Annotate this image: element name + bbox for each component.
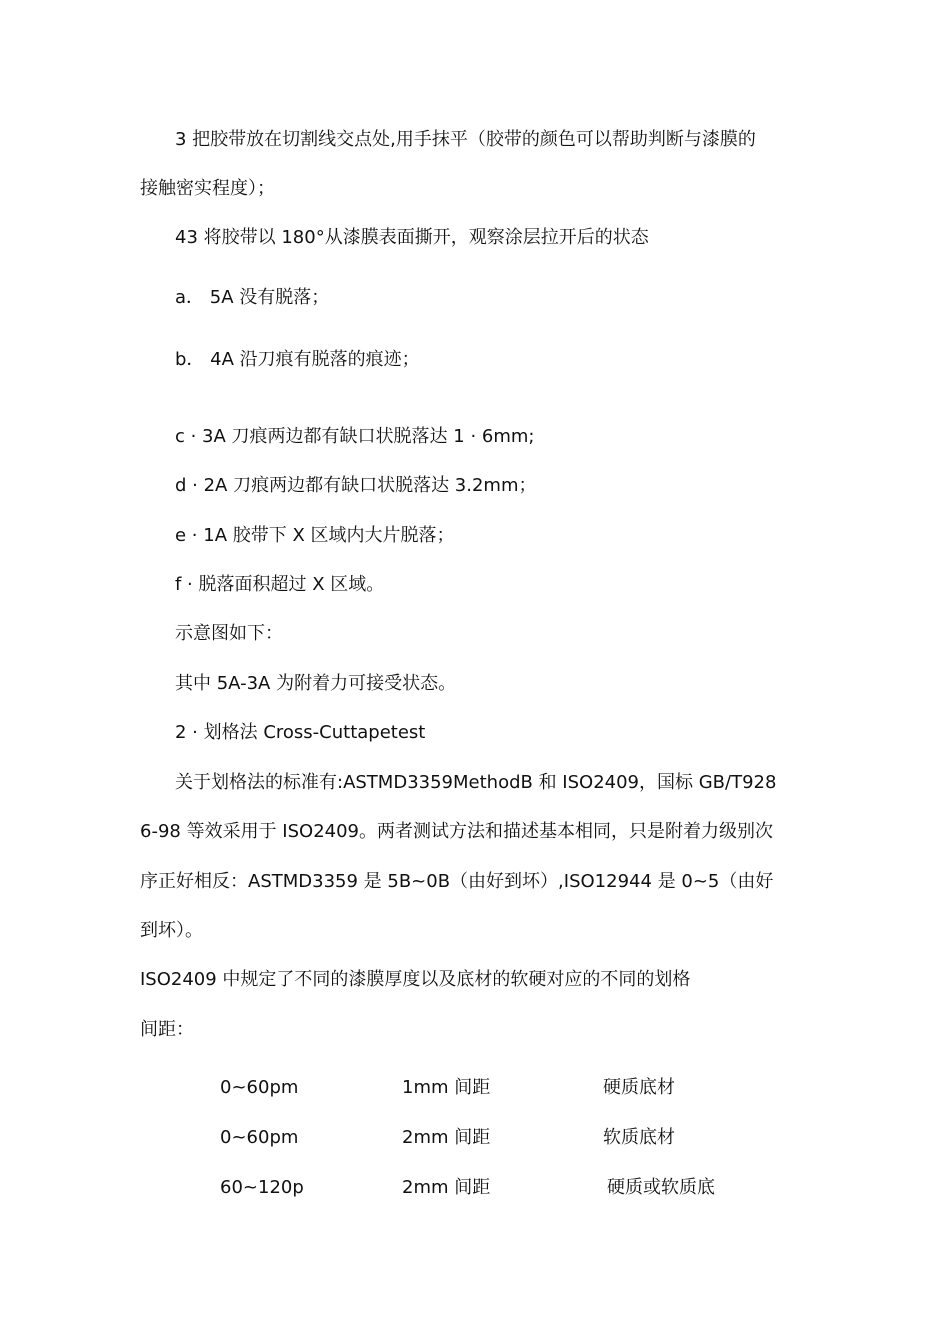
diagram-note: 示意图如下： xyxy=(175,623,283,644)
table-cell-thickness: 60~120p xyxy=(220,1177,304,1198)
table-cell-spacing: 1mm 间距 xyxy=(402,1077,491,1098)
paragraph-tape-placement-cont: 接触密实程度）； xyxy=(140,178,275,199)
paragraph-tape-removal: 43 将胶带以 180°从漆膜表面撕开，观察涂层拉开后的状态 xyxy=(175,227,649,248)
paragraph-iso2409-cont: 间距： xyxy=(140,1019,194,1040)
paragraph-tape-placement: 3 把胶带放在切割线交点处,用手抹平（胶带的颜色可以帮助判断与漆膜的 xyxy=(175,129,756,150)
paragraph-iso2409: ISO2409 中规定了不同的漆膜厚度以及底材的软硬对应的不同的划格 xyxy=(140,969,691,990)
paragraph-standards-cont-2: 序正好相反：ASTMD3359 是 5B~0B（由好到坏）,ISO12944 是 0~5（由好 xyxy=(140,871,774,892)
section-heading-cross-cut: 2 · 划格法 Cross-Cuttapetest xyxy=(175,722,426,743)
table-cell-thickness: 0~60pm xyxy=(220,1127,299,1148)
rating-3a: c · 3A 刀痕两边都有缺口状脱落达 1 · 6mm; xyxy=(175,426,535,447)
paragraph-standards-cont-1: 6-98 等效采用于 ISO2409。两者测试方法和描述基本相同，只是附着力级别次 xyxy=(140,821,774,842)
paragraph-standards-cont-3: 到坏）。 xyxy=(140,920,203,941)
acceptable-note: 其中 5A-3A 为附着力可接受状态。 xyxy=(175,673,457,694)
rating-4a: b． 4A 沿刀痕有脱落的痕迹； xyxy=(175,349,420,370)
rating-1a: e · 1A 胶带下 X 区域内大片脱落； xyxy=(175,525,455,546)
table-cell-substrate: 软质底材 xyxy=(603,1127,675,1148)
paragraph-standards: 关于划格法的标准有:ASTMD3359MethodB 和 ISO2409，国标 GB/T928 xyxy=(175,772,777,793)
rating-2a: d · 2A 刀痕两边都有缺口状脱落达 3.2mm； xyxy=(175,475,537,496)
table-cell-thickness: 0~60pm xyxy=(220,1077,299,1098)
rating-0a: f · 脱落面积超过 X 区域。 xyxy=(175,574,385,595)
table-cell-substrate: 硬质或软质底 xyxy=(607,1177,715,1198)
table-cell-spacing: 2mm 间距 xyxy=(402,1127,491,1148)
table-cell-spacing: 2mm 间距 xyxy=(402,1177,491,1198)
rating-5a: a． 5A 没有脱落； xyxy=(175,287,330,308)
table-cell-substrate: 硬质底材 xyxy=(603,1077,675,1098)
